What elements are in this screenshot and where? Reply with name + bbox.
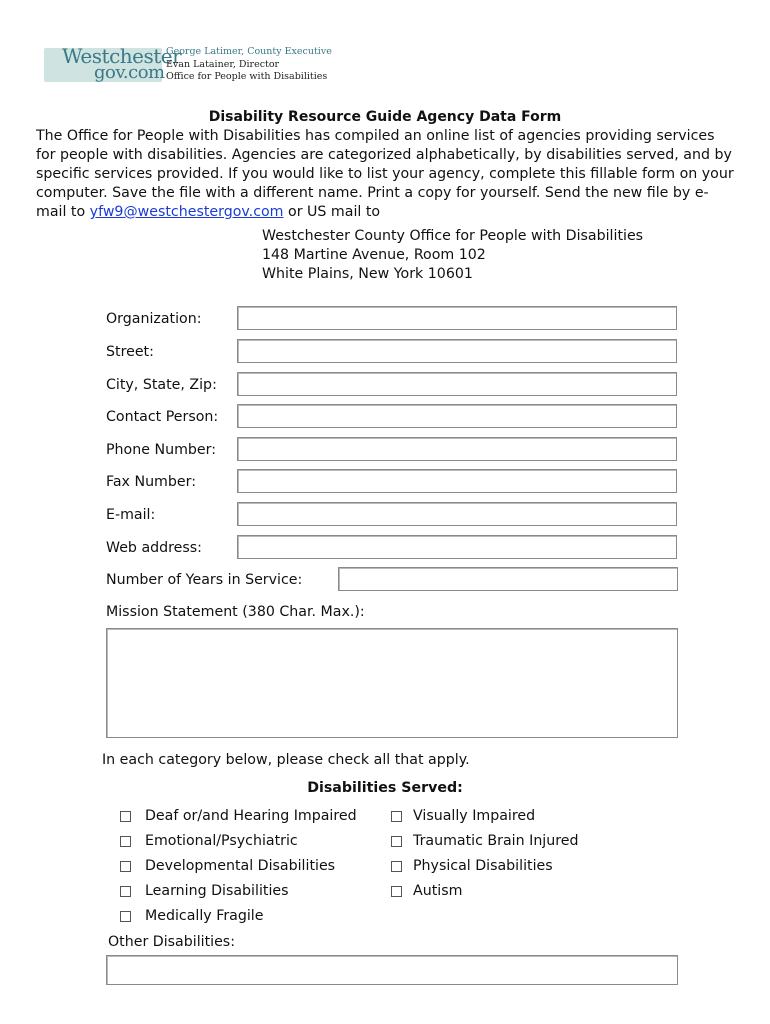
- checkbox-emotional[interactable]: [120, 836, 131, 847]
- form-title: Disability Resource Guide Agency Data Form: [208, 109, 562, 125]
- westchester-logo: [44, 42, 182, 84]
- county-executive: George Latimer, County Executive: [166, 46, 332, 57]
- logo-text-westchester: Westchester: [62, 44, 182, 68]
- fax-number-input[interactable]: [237, 469, 677, 493]
- checkbox-physical[interactable]: [391, 861, 402, 872]
- organization-label: Organization:: [106, 311, 202, 327]
- checkbox-label-medically-fragile: Medically Fragile: [145, 908, 264, 924]
- street-label: Street:: [106, 344, 154, 360]
- checkbox-item-autism[interactable]: [391, 883, 462, 899]
- fax-number-label: Fax Number:: [106, 474, 196, 490]
- address-line-2: 148 Martine Avenue, Room 102: [262, 247, 486, 263]
- checklist-instructions: In each category below, please check all that apply.: [102, 752, 470, 768]
- checkbox-item-developmental[interactable]: [120, 858, 335, 874]
- checkbox-learning[interactable]: [120, 886, 131, 897]
- checkbox-item-visually[interactable]: [391, 808, 535, 824]
- checkbox-item-tbi[interactable]: [391, 833, 579, 849]
- checkbox-medically-fragile[interactable]: [120, 911, 131, 922]
- address-line-1: Westchester County Office for People with Disabilities: [262, 228, 644, 244]
- disabilities-served-heading: Disabilities Served:: [307, 780, 463, 796]
- checkbox-label-learning: Learning Disabilities: [145, 883, 289, 899]
- checkbox-label-deaf: Deaf or/and Hearing Impaired: [145, 808, 357, 824]
- checkbox-label-emotional: Emotional/Psychiatric: [145, 833, 298, 849]
- checkbox-label-developmental: Developmental Disabilities: [145, 858, 336, 874]
- organization-input[interactable]: [237, 306, 677, 330]
- other-disabilities-input[interactable]: [106, 955, 678, 985]
- director-name: Evan Latainer, Director: [166, 59, 280, 70]
- mission-statement-label: Mission Statement (380 Char. Max.):: [106, 604, 365, 620]
- years-in-service-label: Number of Years in Service:: [106, 572, 303, 588]
- checkbox-item-emotional[interactable]: [120, 833, 298, 849]
- checkbox-label-tbi: Traumatic Brain Injured: [413, 833, 579, 849]
- office-name: Office for People with Disabilities: [166, 71, 328, 82]
- checkbox-item-deaf[interactable]: [120, 808, 357, 824]
- email-label: E-mail:: [106, 507, 156, 523]
- years-in-service-input[interactable]: [338, 567, 678, 591]
- checkbox-item-learning[interactable]: [120, 883, 289, 899]
- intro-text: The Office for People with Disabilities has compiled an online list of agencies providing services for people with disabilities. Agencies are categorized alphabetically, by disabilities served, and by specific services provided. If you would like to list your agency, complete this fillable form on your computer. Save the file with a different name. Print a copy for yourself. Send the new file by e-mail to: [36, 128, 734, 220]
- logo-text-govcom: gov.com: [94, 62, 165, 83]
- checkbox-deaf[interactable]: [120, 811, 131, 822]
- mission-statement-textarea[interactable]: [106, 628, 678, 738]
- phone-number-input[interactable]: [237, 437, 677, 461]
- email-link[interactable]: yfw9@westchestergov.com: [89, 204, 284, 220]
- other-disabilities-label: Other Disabilities:: [108, 934, 235, 950]
- contact-person-label: Contact Person:: [106, 409, 219, 425]
- checkbox-visually[interactable]: [391, 811, 402, 822]
- checkbox-autism[interactable]: [391, 886, 402, 897]
- phone-number-label: Phone Number:: [106, 442, 216, 458]
- checkbox-label-physical: Physical Disabilities: [413, 858, 553, 874]
- web-address-label: Web address:: [106, 540, 202, 556]
- checkbox-tbi[interactable]: [391, 836, 402, 847]
- checkbox-label-visually: Visually Impaired: [413, 808, 536, 824]
- city-state-zip-label: City, State, Zip:: [106, 377, 217, 393]
- email-input[interactable]: [237, 502, 677, 526]
- checkbox-developmental[interactable]: [120, 861, 131, 872]
- intro-tail: or US mail to: [283, 204, 381, 220]
- web-address-input[interactable]: [237, 535, 677, 559]
- mailing-address: [262, 227, 643, 284]
- intro-paragraph: [36, 127, 736, 222]
- street-input[interactable]: [237, 339, 677, 363]
- checkbox-item-physical[interactable]: [391, 858, 553, 874]
- city-state-zip-input[interactable]: [237, 372, 677, 396]
- address-line-3: White Plains, New York 10601: [262, 266, 473, 282]
- checkbox-item-medically-fragile[interactable]: [120, 908, 263, 924]
- contact-person-input[interactable]: [237, 404, 677, 428]
- checkbox-label-autism: Autism: [413, 883, 463, 899]
